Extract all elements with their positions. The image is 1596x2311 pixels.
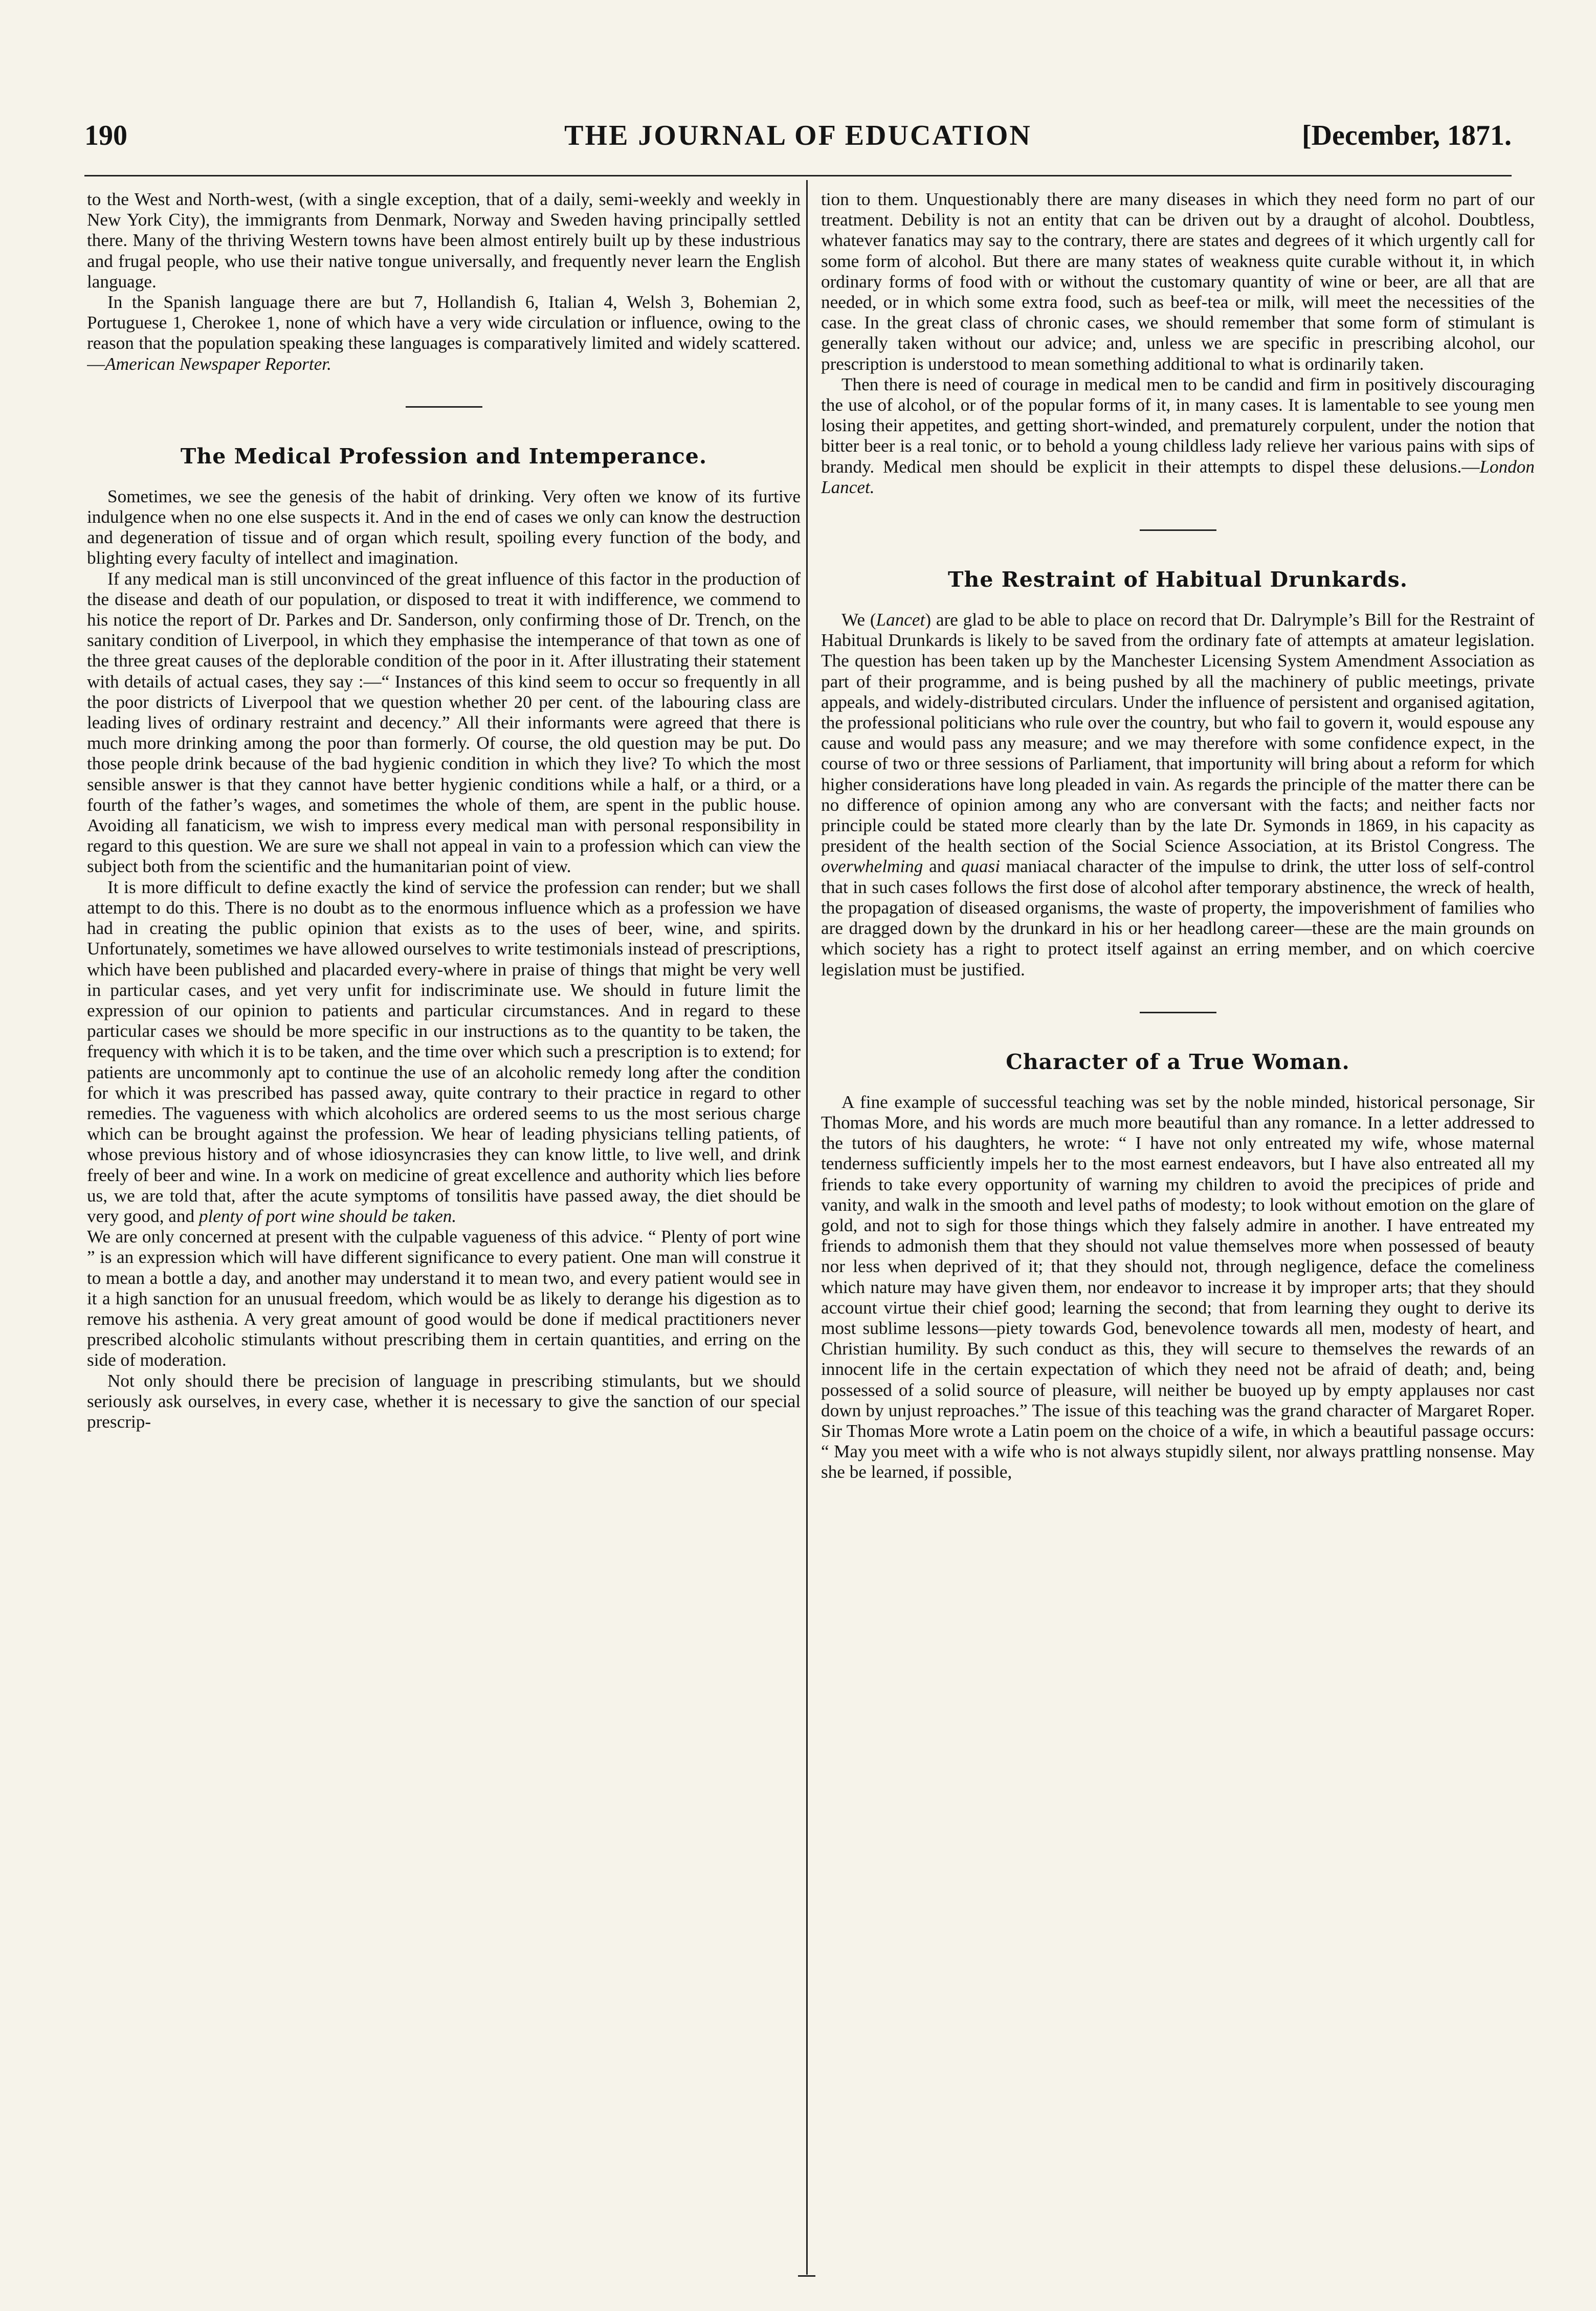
right-column [821, 189, 1535, 2281]
article-paragraph: Sometimes, we see the genesis of the habit of drinking. Very often we know of its furtive indulgence when no one else suspects it. And in the end of cases we only can know the destruction and degeneration of tissue and of organ which result, spoiling every function of the body, and blighting every faculty of intellect and imagination. [87, 486, 801, 568]
column-divider [806, 180, 808, 2275]
issue-date: [December, 1871. [1301, 120, 1512, 151]
article-paragraph: We are only concerned at present with the culpable vagueness of this advice. “ Plenty of port wine ” is an expression which will have different significance to every patient. One man will construe it to mean a bottle a day, and another may understand it to mean two, and every patient would see in it a high sanction for an unusual freedom, which would be as likely to derange his digestion as to remove his asthenia. A very great amount of good would be done if medical practitioners never prescribed alcoholic stimulants without prescribing them in certain quantities, and erring on the side of moderation. [87, 1227, 801, 1370]
article-title: The Restraint of Habitual Drunkards. [948, 567, 1408, 592]
article-title: The Medical Profession and Intemperance. [180, 443, 707, 469]
article-paragraph: Not only should there be precision of language in prescribing stimulants, but we should seriously ask ourselves, in every case, whether it is necessary to give the sanction of our special prescrip- [87, 1370, 801, 1432]
italic-phrase: plenty of port wine should be taken. [198, 1206, 457, 1226]
article-paragraph: If any medical man is still unconvinced of the great influence of this factor in the production of the disease and death of our population, or disposed to treat it with indifference, we commend to his notice the report of Dr. Parkes and Dr. Sanderson, only confirming those of Dr. Trench, on the sanitary condition of Liverpool, in which they emphasise the intemperance of that town as one of the three great causes of the deplorable condition of the poor in it. After illustrating their statement with details of actual cases, they say :—“ Instances of this kind seem to occur so frequently in all the poor districts of Liverpool that we question whether 20 per cent. of the labouring class are leading lives of ordinary restraint and decency.” All their informants were agreed that there is much more drinking among the poor than formerly. Of course, the old question may be put. Do those people drink because of the bad hygienic condition in which they live? To which the most sensible answer is that they cannot have better hygienic conditions while a half, or a third, or a fourth of the father’s wages, and sometimes the whole of them, are spent in the public house. Avoiding all fanaticism, we wish to impress every medical man with personal responsibility in regard to this question. We are sure we shall not appeal in vain to a profession which can view the subject both from the scientific and the humanitarian point of view. [87, 568, 801, 877]
left-column [87, 189, 801, 2281]
article-paragraph: In the Spanish language there are but 7, Hollandish 6, Italian 4, Welsh 3, Bohemian 2, Portuguese 1, Cherokee 1, none of which have a very wide circulation or influence, owing to the reason that the population speaking these languages is comparatively limited and widely scattered.—American Newspaper Reporter. [87, 292, 801, 374]
article-paragraph: Then there is need of courage in medical men to be candid and firm in positively discouraging the use of alcohol, or of the popular forms of it, in many cases. It is lamentable to see young men losing their appetites, and getting short-winded, and prematurely corpulent, under the notion that bitter beer is a real tonic, or to behold a young childless lady relieve her various pains with sips of brandy. Medical men should be explicit in their attempts to dispel these delusions.—London Lancet. [821, 374, 1535, 497]
article-title: Character of a True Woman. [1006, 1049, 1350, 1074]
article-paragraph: We (Lancet) are glad to be able to place on record that Dr. Dalrymple’s Bill for the Restraint of Habitual Drunkards is likely to be saved from the ordinary fate of attempts at amateur legislation. The question has been taken up by the Manchester Licensing System Amendment Association as part of their programme, and is being pushed by all the machinery of public meetings, private appeals, and widely-distributed circulars. Under the influence of persistent and organised agitation, the professional politicians who rule over the country, but who fail to govern it, would espouse any cause and would pass any measure; and we may therefore with some confidence expect, in the course of two or three sessions of Parliament, that importunity will bring about a reform for which higher considerations have long pleaded in vain. As regards the principle of the matter there can be no difference of opinion among any who are conversant with the facts; and neither facts nor principle could be stated more clearly than by the late Dr. Symonds in 1869, in his capacity as president of the health section of the Social Science Association, at its Bristol Congress. The overwhelming and quasi maniacal character of the impulse to drink, the utter loss of self-control that in such cases follows the first dose of alcohol after temporary abstinence, the wreck of health, the propagation of diseased organisms, the waste of property, the impoverishment of families who are dragged down by the drunkard in his or her headlong career—these are the main grounds on which society has a right to protect itself against an erring member, and on which coercive legislation must be justified. [821, 610, 1535, 980]
section-separator [1140, 1012, 1216, 1013]
column-foot-mark [798, 2275, 815, 2277]
article-paragraph: tion to them. Unquestionably there are many diseases in which they need form no part of our treatment. Debility is not an entity that can be driven out by a draught of alcohol. Doubtless, whatever fanatics may say to the contrary, there are states and degrees of it which urgently call for some form of alcohol. But there are many states of weakness quite curable without it, in which ordinary forms of food with or without the customary quantity of wine or beer, are all that are needed, or in which some extra food, such as beef-tea or milk, will meet the necessities of the case. In the great class of chronic cases, we should remember that some form of stimulant is generally taken without our advice; and, unless we are specific in prescribing alcohol, our prescription is understood to mean something additional to what is ordinarily taken. [821, 189, 1535, 374]
article-paragraph: A fine example of successful teaching was set by the noble minded, historical personage, Sir Thomas More, and his words are much more beautiful than any romance. In a letter addressed to the tutors of his daughters, he wrote: “ I have not only entreated my wife, whose maternal tenderness sufficiently impels her to the most earnest endeavors, but I have also entreated all my friends to take every opportunity of warning my children to avoid the precipices of pride and vanity, and walk in the smooth and level paths of modesty; to look without emotion on the glare of gold, and not to sigh for those things which they falsely admire in another. I have entreated my friends to admonish them that they should not value themselves more when possessed of beauty nor less when deprived of it; that they should not, through negligence, deface the comeliness which nature may have given them, nor endeavor to increase it by improper arts; that they should account virtue their chief good; learning the second; that from learning they ought to derive its most sublime lessons—piety towards God, benevolence towards all men, modesty of heart, and Christian humility. By such conduct as this, they will secure to themselves the rewards of an innocent life in the certain expectation of which they need not be afraid of death; and, being possessed of a solid source of pleasure, will neither be buoyed up by empty applauses nor cast down by unjust reproaches.” The issue of this teaching was the grand character of Margaret Roper. Sir Thomas More wrote a Latin poem on the choice of a wife, in which a beautiful passage occurs: “ May you meet with a wife who is not always stupidly silent, nor always prattling nonsense. May she be learned, if possible, [821, 1092, 1535, 1482]
page-number: 190 [84, 120, 127, 151]
journal-title: THE JOURNAL OF EDUCATION [564, 120, 1032, 151]
source-citation: American Newspaper Reporter. [105, 353, 331, 374]
section-separator [406, 406, 482, 408]
source-citation: London Lancet. [821, 456, 1535, 497]
section-separator [1140, 529, 1216, 531]
header-rule [84, 175, 1512, 176]
page-header [84, 115, 1512, 161]
article-paragraph: to the West and North-west, (with a single exception, that of a daily, semi-weekly and weekly in New York City), the immigrants from Denmark, Norway and Sweden having principally settled there. Many of the thriving Western towns have been almost entirely built up by these industrious and frugal people, who use their native tongue universally, and frequently never learn the English language. [87, 189, 801, 292]
article-paragraph: It is more difficult to define exactly the kind of service the profession can render; but we shall attempt to do this. There is no doubt as to the enormous influence which as a profession we have had in creating the public opinion that exists as to the uses of beer, wine, and spirits. Unfortunately, sometimes we have allowed ourselves to write testimonials instead of prescriptions, which have been published and placarded every-where in praise of things that might be very well in particular cases, and yet very unfit for indiscriminate use. We should in future limit the expression of our opinion to patients and particular circumstances. And in regard to these particular cases we should be more specific in our instructions as to the quantity to be taken, the frequency with which it is to be taken, and the time over which such a prescription is to extend; for patients are uncommonly apt to continue the use of an alcoholic remedy long after the condition for which it was prescribed has passed away, quite contrary to their practice in regard to other remedies. The vagueness with which alcoholics are ordered seems to us the most serious charge which can be brought against the profession. We hear of leading physicians telling patients, of whose previous history and of whose idiosyncrasies they can know little, to live well, and drink freely of beer and wine. In a work on medicine of great excellence and authority which lies before us, we are told that, after the acute symptoms of tonsilitis have passed away, the diet should be very good, and plenty of port wine should be taken. [87, 877, 801, 1226]
